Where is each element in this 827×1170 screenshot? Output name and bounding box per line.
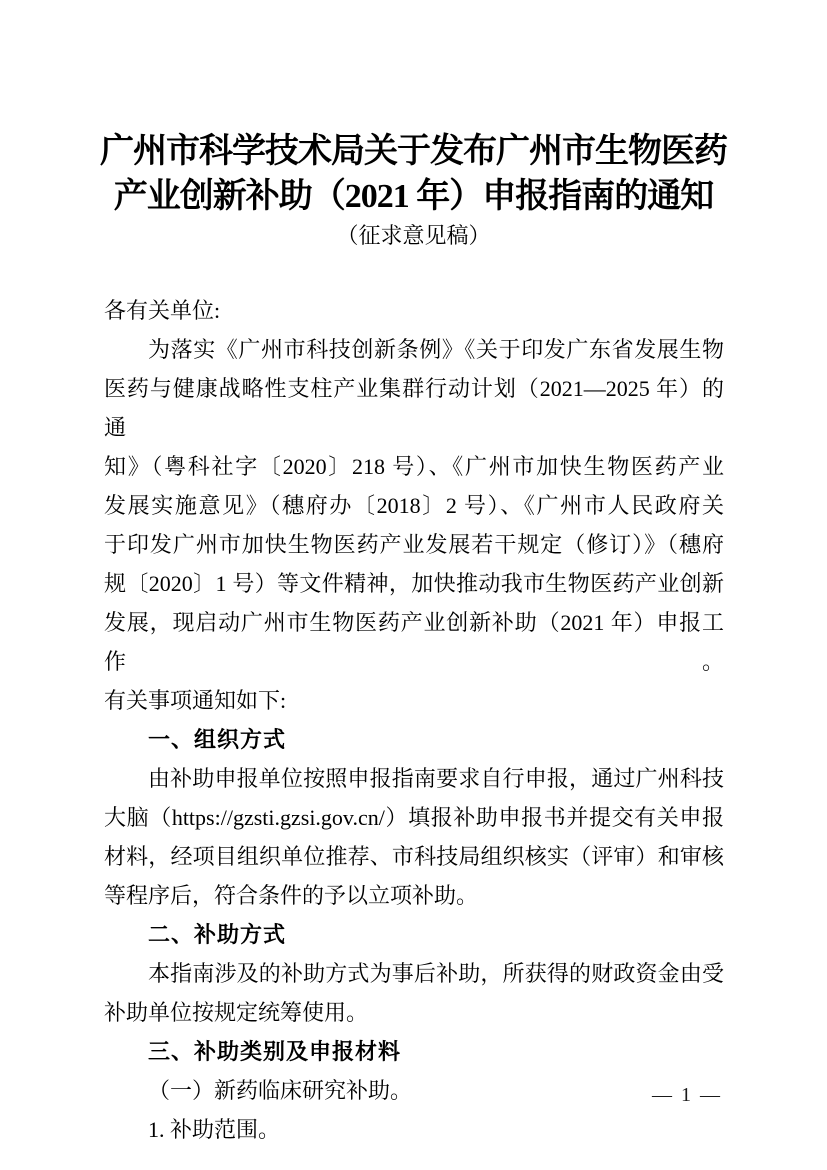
body-line: 发展实施意见》（穗府办〔2018〕2 号）、《广州市人民政府关 bbox=[104, 493, 724, 518]
section-heading-organization: 一、组织方式 bbox=[148, 727, 287, 752]
body-line: 医药与健康战略性支柱产业集群行动计划（2021—2025 年）的通 bbox=[104, 376, 724, 440]
document-title-line-1: 广州市科学技术局关于发布广州市生物医药 bbox=[100, 133, 727, 170]
document-subtitle: （征求意见稿） bbox=[336, 223, 491, 248]
body-line: 规〔2020〕1 号）等文件精神，加快推动我市生物医药产业创新 bbox=[104, 571, 724, 596]
body-line: 为落实《广州市科技创新条例》《关于印发广东省发展生物 bbox=[148, 337, 724, 362]
document-title bbox=[0, 129, 827, 219]
body-line: 等程序后，符合条件的予以立项补助。 bbox=[104, 883, 479, 908]
page-number: — 1 — bbox=[652, 1084, 722, 1106]
body-line-application-url: 大脑（https://gzsti.gzsi.gov.cn/）填报补助申报书并提交有关申报 bbox=[104, 805, 724, 830]
body-line: 发展，现启动广州市生物医药产业创新补助（2021 年）申报工作。 bbox=[104, 610, 724, 674]
body-line: 知》（粤科社字〔2020〕218 号）、《广州市加快生物医药产业 bbox=[104, 454, 724, 479]
body-line: 有关事项通知如下: bbox=[104, 688, 287, 713]
document-body bbox=[104, 291, 724, 1149]
body-line: 由补助申报单位按照申报指南要求自行申报，通过广州科技 bbox=[148, 766, 724, 791]
section-heading-subsidy-method: 二、补助方式 bbox=[148, 922, 287, 947]
salutation-line: 各有关单位: bbox=[104, 298, 221, 323]
body-line: 材料，经项目组织单位推荐、市科技局组织核实（评审）和审核 bbox=[104, 844, 724, 869]
body-line: 本指南涉及的补助方式为事后补助，所获得的财政资金由受 bbox=[148, 961, 724, 986]
section-heading-subsidy-categories: 三、补助类别及申报材料 bbox=[148, 1039, 402, 1064]
subsection-heading-new-drug-clinical: （一）新药临床研究补助。 bbox=[148, 1078, 413, 1103]
document-title-line-2: 产业创新补助（2021 年）申报指南的通知 bbox=[113, 178, 714, 215]
item-subsidy-scope: 1. 补助范围。 bbox=[148, 1117, 281, 1142]
body-line: 补助单位按规定统筹使用。 bbox=[104, 1000, 369, 1025]
body-line: 于印发广州市加快生物医药产业发展若干规定（修订）》（穗府 bbox=[104, 532, 724, 557]
